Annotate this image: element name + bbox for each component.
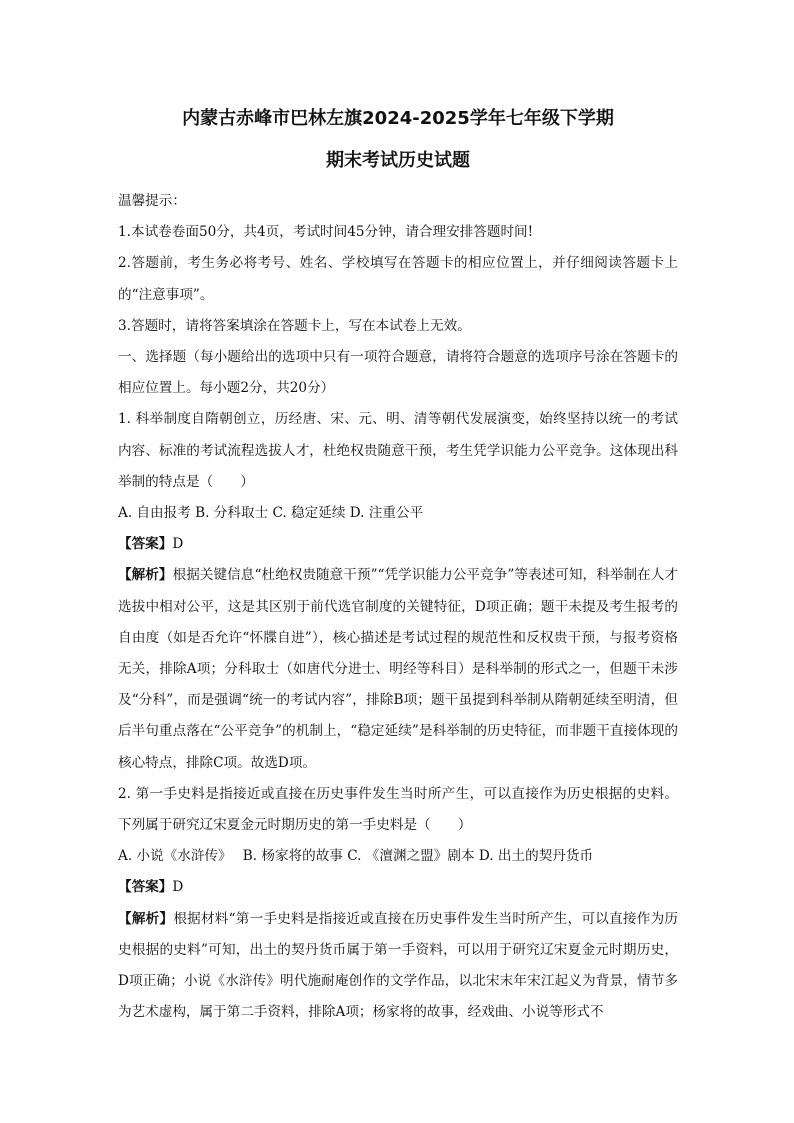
question-2-stem: 2. 第一手史料是指接近或直接在历史事件发生当时所产生，可以直接作为历史根据的史料。下列属于研究辽宋夏金元时期历史的第一手史料是（ ） [118, 785, 678, 834]
analysis-label: 【解析】 [118, 910, 174, 927]
analysis-text: 根据材料“第一手史料是指接近或直接在历史事件发生当时所产生，可以直接作为历史根据的史料”可知，出土的契丹货币属于第一手资料，可以用于研究辽宋夏金元时期历史，D项正确；小说《水浒传》明代施耐庵创作的文学作品，以北宋末年宋江起义为背景，情节多为艺术虚构，属于第二手资料，排除A项；杨家将的故事，经戏曲、小说等形式不 [118, 910, 679, 1021]
answer-value: D [172, 879, 184, 896]
analysis-text: 根据关键信息“杜绝权贵随意干预”“凭学识能力公平竞争”等表述可知，科举制在人才选拔中相对公平，这是其区别于前代选官制度的关键特征，D项正确；题干未提及考生报考的自由度（如是否允许“怀牒自进”），核心描述是考试过程的规范性和反权贵干预，与报考资格无关，排除A项；分科取士（如唐代分进士、明经等科目）是科举制的形式之一，但题干未涉及“分科”，而是强调“统一的考试内容”，排除B项；题干虽提到科举制从隋朝延续至明清，但后半句重点落在“公平竞争”的机制上，“稳定延续”是科举制的历史特征，而非题干直接体现的核心特点，排除C项。故选D项。 [118, 567, 679, 771]
answer-value: D [172, 536, 184, 553]
analysis-label: 【解析】 [118, 567, 173, 584]
question-1-analysis [118, 560, 678, 778]
tips-heading: 温馨提示： [118, 193, 186, 209]
answer-label: 【答案】 [118, 879, 173, 896]
question-2-answer [118, 872, 678, 903]
question-2-analysis [118, 904, 678, 1029]
question-1-options: A. 自由报考 B. 分科取士 C. 稳定延续 D. 注重公平 [118, 505, 424, 522]
document-page [118, 100, 678, 1028]
tip-3: 3.答题时，请将答案填涂在答题卡上，写在本试卷上无效。 [118, 317, 471, 334]
document-title-line1: 内蒙古赤峰市巴林左旗2024-2025学年七年级下学期 [182, 108, 614, 129]
section-heading-choice: 一、选择题（每小题给出的选项中只有一项符合题意，请将符合题意的选项序号涂在答题卡的相应位置上。每小题2分，共20分） [118, 349, 678, 397]
answer-label: 【答案】 [118, 536, 173, 553]
question-2-options: A. 小说《水浒传》 B. 杨家将的故事 C. 《澶渊之盟》剧本 D. 出土的契丹货币 [118, 848, 594, 865]
document-title-line2: 期末考试历史试题 [326, 150, 470, 171]
question-1-answer [118, 529, 678, 560]
tip-1: 1.本试卷卷面50分，共4页，考试时间45分钟，请合理安排答题时间! [118, 224, 534, 241]
tip-2: 2.答题前，考生务必将考号、姓名、学校填写在答题卡的相应位置上，并仔细阅读答题卡上的“注意事项”。 [118, 255, 678, 303]
question-1-stem: 1. 科举制度自隋朝创立，历经唐、宋、元、明、清等朝代发展演变，始终坚持以统一的考试内容、标准的考试流程选拔人才，杜绝权贵随意干预，考生凭学识能力公平竞争。这体现出科举制的特点是（ ） [118, 411, 678, 490]
